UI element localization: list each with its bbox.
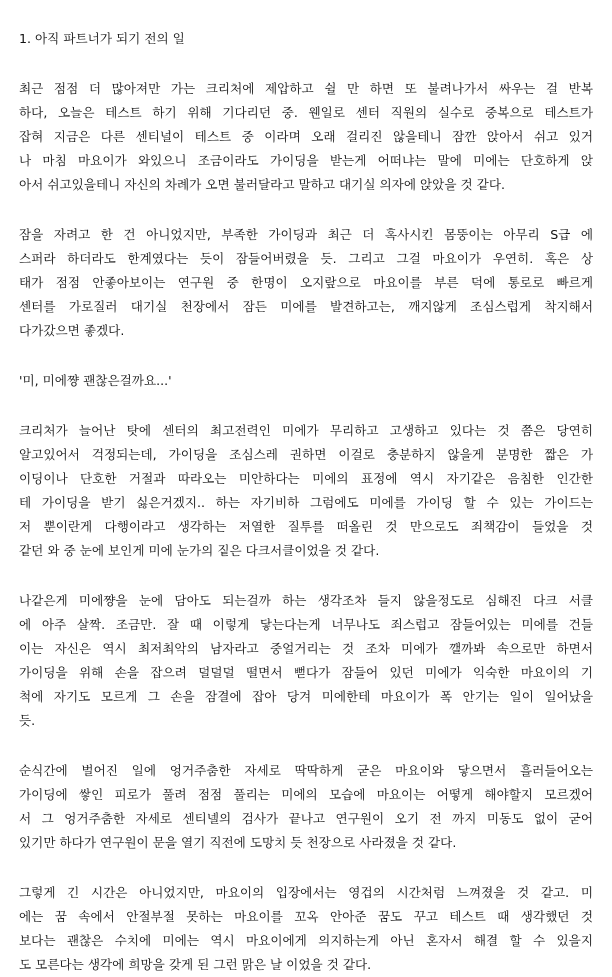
paragraph-line: 척에 자기도 모르게 그 손을 잠결에 잡아 당겨 미에한테 마요이가 폭 안기는 일이 일어났을 (19, 689, 593, 704)
paragraph-line: 테 가이딩을 받기 싫은거겠지.. 하는 자기비하 그럼에도 미에를 가이딩 할 수 있는 가이드는 (19, 495, 593, 510)
paragraph-line: 잡혀 지금은 다른 센티널이 테스트 중 이라며 오래 걸리진 않을테니 잠깐 앉아서 쉬고 있거 (19, 129, 593, 144)
paragraph-line: 서 그 엉거주춤한 자세로 센티넬의 검사가 끝나고 연구원이 오기 전 까지 미동도 없이 굳어 (19, 811, 593, 826)
paragraph-line: 듯. (19, 713, 36, 728)
paragraph-line: 있기만 하다가 연구원이 문을 열기 직전에 도망치 듯 천장으로 사라졌을 것 같다. (19, 835, 457, 850)
paragraph-line: 센터를 가로질러 대기실 천장에서 잠든 미에를 발견하고는, 깨지않게 조심스럽게 착지해서 (19, 299, 593, 314)
paragraph-line: 도 모른다는 생각에 희망을 갖게 된 그런 맑은 날 이었을 것 같다. (19, 957, 372, 972)
paragraph-line: 그렇게 긴 시간은 아니었지만, 마요이의 입장에서는 영겁의 시간처럼 느껴졌을 것 같고. 미 (19, 885, 593, 900)
paragraph-line: 스퍼라 하더라도 한계였다는 듯이 잠들어버렸을 듯. 그리고 그걸 마요이가 우연히. 혹은 상 (19, 251, 593, 266)
paragraph-line: '미, 미에쨩 괜찮은걸까요...' (19, 373, 172, 388)
document-title: 1. 아직 파트너가 되기 전의 일 (19, 31, 185, 46)
paragraph-line: 나같은게 미에쨩을 눈에 담아도 되는걸까 하는 생각조차 들지 않을정도로 심해진 다크 서클 (19, 593, 593, 608)
paragraph-line: 하다, 오늘은 테스트 하기 위해 기다리던 중. 웬일로 센터 직원의 실수로 중복으로 테스트가 (19, 105, 593, 120)
paragraph-line: 에는 꿈 속에서 안절부절 못하는 마요이를 꼬옥 안아준 꿈도 꾸고 테스트 때 생각했던 것 (19, 909, 593, 924)
paragraph-line: 다가갔으면 좋겠다. (19, 323, 125, 338)
paragraph-line: 저 뿐이란게 다행이라고 생각하는 저열한 질투를 떠올린 것 만으로도 죄책감이 들었을 것 (19, 519, 593, 534)
paragraph (19, 369, 593, 393)
paragraph-line: 최근 점점 더 많아져만 가는 크리처에 제압하고 쉴 만 하면 또 불려나가서 싸우는 걸 반복 (19, 81, 593, 96)
paragraph-line: 이딩이나 단호한 거절과 따라오는 미안하다는 미에의 표정에 역시 자기같은 음침한 인간한 (19, 471, 593, 486)
paragraph-line: 가이딩에 쌓인 피로가 풀려 점점 풀리는 미에의 모습에 마요이는 어떻게 해야할지 모르겠어 (19, 787, 593, 802)
paragraph-line: 태가 점점 안좋아보이는 연구원 중 한명이 오지랖으로 마요이를 부른 덕에 통로로 빠르게 (19, 275, 593, 290)
paragraph-line: 잠을 자려고 한 건 아니었지만, 부족한 가이딩과 최근 더 혹사시킨 몸뚱이는 아무리 S급 에 (19, 227, 593, 242)
paragraph (19, 589, 593, 733)
paragraph (19, 77, 593, 197)
paragraph-line: 아서 쉬고있을테니 자신의 차례가 오면 불러달라고 말하고 대기실 의자에 앉았을 것 같다. (19, 177, 505, 192)
paragraph-line: 크리처가 늘어난 탓에 센터의 최고전력인 미에가 무리하고 고생하고 있다는 것 쯤은 당연히 (19, 423, 593, 438)
paragraph-line: 보다는 괜찮은 수치에 미에는 역시 마요이에게 의지하는게 아닌 혼자서 해결 할 수 있을지 (19, 933, 593, 948)
paragraph (19, 759, 593, 855)
document-body (19, 77, 593, 977)
paragraph (19, 881, 593, 977)
paragraph-line: 이는 자신은 역시 최저최악의 남자라고 중얼거리는 것 조차 미에가 깰까봐 속으로만 하면서 (19, 641, 593, 656)
paragraph-line: 같던 와 중 눈에 보인게 미에 눈가의 짙은 다크서클이었을 것 같다. (19, 543, 380, 558)
paragraph-line: 순식간에 벌어진 일에 엉거주춤한 자세로 딱딱하게 굳은 마요이와 닿으면서 흘러들어오는 (19, 763, 593, 778)
paragraph (19, 223, 593, 343)
paragraph-line: 가이딩을 위해 손을 잡으려 덜덜덜 떨면서 뻗다가 잠들어 있던 미에가 익숙한 마요이의 기 (19, 665, 593, 680)
paragraph-line: 나 마침 마요이가 와있으니 조금이라도 가이딩을 받는게 어떠냐는 말에 미에는 단호하게 앉 (19, 153, 593, 168)
paragraph-line: 알고있어서 걱정되는데, 가이딩을 조심스레 권하면 이걸로 충분하지 않을게 분명한 짧은 가 (19, 447, 593, 462)
paragraph-line: 에 아주 살짝. 조금만. 잘 때 이렇게 닿는다는게 너무나도 죄스럽고 잠들어있는 미에를 건들 (19, 617, 593, 632)
paragraph (19, 419, 593, 563)
